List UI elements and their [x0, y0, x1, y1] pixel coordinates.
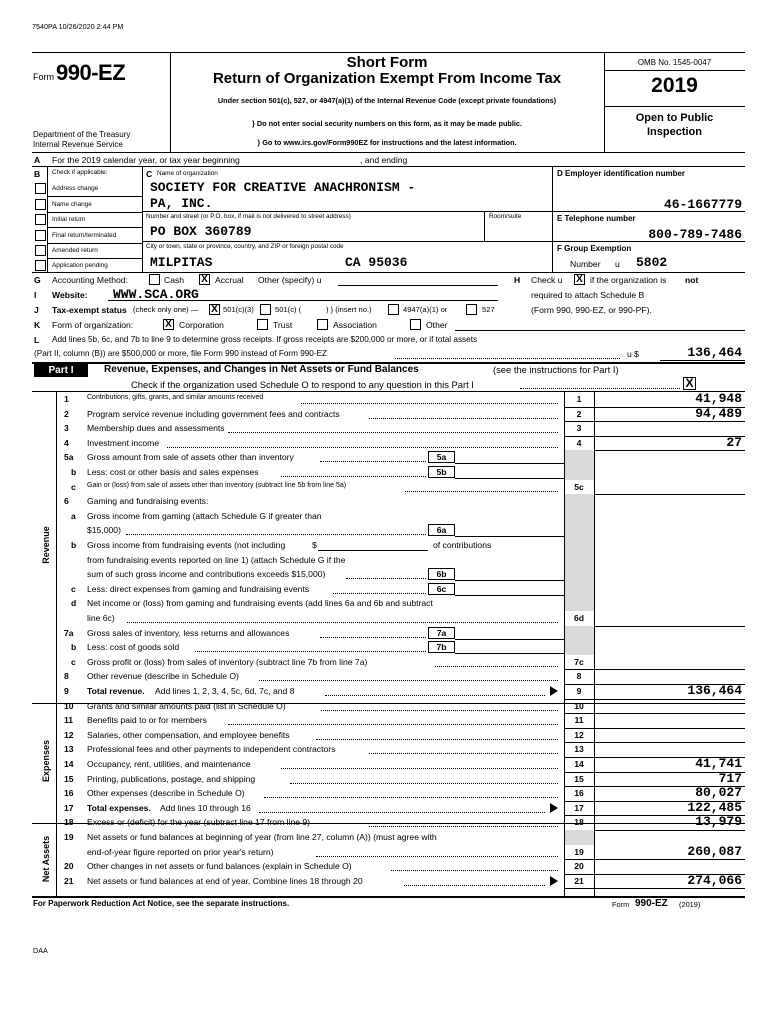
omb-number: OMB No. 1545-0047 [637, 58, 712, 67]
line-number: 9 [64, 686, 69, 696]
line-text: Program service revenue including government fees and contracts [87, 408, 340, 419]
line-a-letter: A [34, 155, 41, 165]
phone-label: E Telephone number [557, 214, 636, 223]
line-text: Occupancy, rent, utilities, and maintenance [87, 759, 251, 769]
line-text: Excess or (deficit) for the year (subtract line 17 from line 9) [87, 817, 311, 828]
inner-box-label: 5b [428, 466, 455, 478]
b-item-label: Amended return [52, 247, 98, 254]
527-checkbox[interactable] [466, 304, 477, 315]
trust-label: Trust [273, 320, 293, 330]
total-arrow-icon [550, 876, 558, 886]
b-item-label: Application pending [52, 262, 108, 269]
line-text: Printing, publications, postage, and shipping [87, 773, 256, 784]
line-text: Gross sales of inventory, less returns and allowances [87, 627, 290, 638]
line-amount: 274,066 [687, 872, 742, 888]
line-amount: 80,027 [695, 785, 742, 801]
phone-value: 800-789-7486 [648, 227, 742, 242]
line-amount: 94,489 [695, 405, 742, 421]
section-b-letter: B [34, 169, 41, 179]
total-arrow-icon [550, 803, 558, 813]
line-box-number: 1 [576, 394, 582, 404]
line-text: Professional fees and other payments to independent contractors [87, 744, 336, 755]
line-amount: 260,087 [687, 843, 742, 859]
line-amount: 122,485 [687, 799, 742, 815]
line-text-rest: Add lines 1, 2, 3, 4, 5c, 6d, 7c, and 8 [155, 686, 295, 696]
b-item-label: Name change [52, 201, 92, 208]
association-label: Association [333, 320, 377, 330]
cash-label: Cash [164, 275, 185, 285]
line-box-number: 4 [576, 437, 582, 448]
print-stamp: 7540PA 10/26/2020 2:44 PM [32, 22, 124, 31]
other-method-label: Other (specify) u [258, 275, 322, 285]
line-box-number: 13 [574, 744, 584, 755]
line-box-number: 10 [574, 700, 584, 711]
line-box-number: 14 [574, 759, 584, 769]
footer-form-label: Form [612, 900, 630, 909]
line-box-number: 6d [573, 613, 585, 623]
line-amount: 41,948 [695, 391, 742, 406]
line-number: 15 [64, 773, 74, 784]
b-checkbox[interactable] [35, 230, 46, 241]
line-number: 19 [64, 832, 74, 842]
line-number: 5a [64, 452, 74, 463]
group-number-label: Number [570, 259, 601, 269]
501c3-label: 501(c)(3) [223, 305, 254, 314]
section-c-letter: C [146, 169, 153, 179]
line-h-text: if the organization is [590, 275, 667, 285]
line-text: Net assets or fund balances at end of year. Combine lines 18 through 20 [87, 875, 363, 886]
line-h-text3: (Form 990, 990-EZ, or 990-PF). [531, 305, 652, 315]
line-number: c [71, 583, 76, 594]
form-of-org-label: Form of organization: [52, 320, 134, 330]
line-number: 6 [64, 496, 69, 507]
line-amount: 27 [726, 434, 742, 450]
line-text: sum of such gross income and contributions exceeds $15,000) [87, 569, 326, 580]
line-number: 13 [64, 744, 74, 755]
total-arrow-icon [550, 686, 558, 696]
inner-box-label: 6c [428, 583, 455, 595]
527-label: 527 [482, 305, 495, 314]
line-j-letter: J [34, 305, 39, 315]
schedule-b-checkbox[interactable]: X [574, 274, 585, 285]
line-text: Membership dues and assessments [87, 423, 225, 434]
line-text: Gross profit or (loss) from sales of inventory (subtract line 7b from line 7a) [87, 656, 368, 667]
line-amount: 136,464 [687, 683, 742, 698]
line-box-number: 8 [576, 671, 582, 682]
org-name-label: Name of organization [157, 170, 218, 177]
website-value: WWW.SCA.ORG [113, 287, 199, 302]
footer-form-number: 990-EZ [635, 898, 668, 909]
line-number: a [71, 510, 76, 521]
org-name-line1: SOCIETY FOR CREATIVE ANACHRONISM - [150, 180, 416, 195]
inner-box-label: 7a [428, 627, 455, 639]
line-number: 4 [64, 437, 69, 448]
line-text-rest: Add lines 10 through 16 [160, 802, 251, 813]
b-item-label: Final return/terminated [52, 232, 117, 239]
line-number: 14 [64, 759, 74, 769]
accrual-checkbox[interactable]: X [199, 274, 210, 285]
501c-checkbox[interactable] [260, 304, 271, 315]
ssn-notice: } Do not enter social security numbers on this form, as it may be made public. [251, 119, 523, 128]
side-label-revenue: Revenue [41, 526, 51, 564]
line-box-number: 16 [574, 788, 584, 799]
line-l-marker: u $ [627, 349, 639, 359]
b-checkbox[interactable] [35, 183, 46, 194]
inner-box-label: 6b [428, 568, 455, 580]
form-number: 990-EZ [56, 60, 126, 85]
line-number: 18 [64, 817, 74, 828]
line-number: 2 [64, 408, 69, 419]
tax-year: 2019 [651, 74, 698, 97]
city: MILPITAS [150, 255, 213, 270]
line-box-number: 18 [574, 817, 584, 828]
street-label: Number and street (or P.O. box, if mail is not delivered to street address) [146, 213, 351, 220]
line-text: Net income or (loss) from gaming and fundraising events (add lines 6a and 6b and subtract [87, 598, 433, 609]
line-text: Other changes in net assets or fund balances (explain in Schedule O) [87, 861, 352, 872]
line-h-text2: required to attach Schedule B [531, 290, 645, 300]
line-number: b [71, 540, 77, 550]
schedule-o-text: Check if the organization used Schedule O to respond to any question in this Part I [131, 379, 474, 390]
line-contributions: of contributions [433, 540, 492, 550]
line-text: Contributions, gifts, grants, and similar amounts received [87, 394, 264, 401]
line-text: Gaming and fundraising events: [87, 496, 209, 507]
line-k-letter: K [34, 320, 41, 330]
line-number: 11 [64, 715, 74, 726]
b-checkbox[interactable] [35, 199, 46, 210]
b-item-label: Initial return [52, 216, 86, 223]
line-text: $15,000) [87, 525, 121, 536]
line-text: Less: cost or other basis and sales expenses [87, 467, 259, 477]
daa-label: DAA [33, 946, 48, 955]
line-text: Benefits paid to or for members [87, 715, 207, 726]
line-text: Other expenses (describe in Schedule O) [87, 788, 245, 799]
line-number: 3 [64, 423, 69, 434]
schedule-o-checkbox[interactable]: X [683, 377, 696, 390]
501c3-checkbox[interactable]: X [209, 304, 220, 315]
line-text: line 6c) [87, 613, 115, 623]
room-label: Room/suite [489, 213, 522, 220]
line-number: 10 [64, 700, 74, 711]
other-org-label: Other [426, 320, 448, 330]
line-text: end-of-year figure reported on prior year's return) [87, 846, 274, 857]
line-box-number: 5c [574, 481, 584, 492]
street-address: PO BOX 360789 [150, 224, 252, 239]
form-subtitle: Under section 501(c), 527, or 4947(a)(1) of the Internal Revenue Code (except private foundations) [217, 96, 557, 105]
line-number: c [71, 481, 76, 492]
accrual-label: Accrual [215, 275, 244, 285]
city-label: City or town, state or province, country, and ZIP or foreign postal code [146, 243, 344, 250]
line-text: Grants and similar amounts paid (list in Schedule O) [87, 700, 286, 711]
b-checkbox[interactable] [35, 245, 46, 256]
line-text: Salaries, other compensation, and employee benefits [87, 729, 290, 740]
inspection: Inspection [646, 126, 702, 138]
line-l-text2: (Part II, column (B)) are $500,000 or more, file Form 990 instead of Form 990-EZ [34, 349, 328, 358]
inner-box-label: 5a [428, 451, 455, 463]
line-text: from fundraising events reported on line 1) (attach Schedule G if the [87, 554, 346, 565]
form-title-line2: Return of Organization Exempt From Income Tax [212, 70, 562, 87]
line-number: c [71, 656, 76, 667]
inner-box-label: 6a [428, 524, 455, 536]
line-g-letter: G [34, 275, 41, 285]
line-box-number: 2 [576, 408, 582, 419]
line-number: d [71, 598, 77, 609]
group-exemption-label: F Group Exemption [557, 244, 632, 253]
group-number: 5802 [636, 255, 668, 270]
ein-value: 46-1667779 [663, 197, 742, 212]
line-text: Less: cost of goods sold [87, 642, 180, 653]
line-box-number: 20 [574, 861, 584, 872]
section-b-label: Check if applicable: [52, 169, 108, 176]
form-prefix: Form [33, 72, 54, 82]
line-text: Gross amount from sale of assets other than inventory [87, 452, 294, 463]
paperwork-notice: For Paperwork Reduction Act Notice, see the separate instructions. [33, 899, 290, 908]
line-number: 16 [64, 788, 74, 799]
tax-exempt-note: (check only one) — [133, 305, 199, 314]
line-number: 21 [64, 875, 74, 886]
part1-title-note: (see the instructions for Part I) [493, 364, 619, 375]
b-item-label: Address change [52, 185, 99, 192]
org-name-line2: PA, INC. [150, 196, 213, 211]
line-box-number: 3 [576, 423, 582, 434]
4947-checkbox[interactable] [388, 304, 399, 315]
inner-box-label: 7b [428, 641, 455, 653]
dept-treasury: Department of the Treasury [33, 130, 131, 139]
line-dollar: $ [312, 540, 317, 550]
line-number: 12 [64, 729, 74, 740]
line-number: b [71, 467, 77, 477]
line-amount: 41,741 [695, 756, 742, 771]
line-number: b [71, 642, 77, 653]
line-l-text1: Add lines 5b, 6c, and 7b to line 9 to determine gross receipts. If gross receipts are $200,000 or more, or if total assets [52, 335, 478, 344]
line-box-number: 21 [574, 875, 584, 886]
line-text: Less: direct expenses from gaming and fundraising events [87, 583, 310, 594]
gross-receipts-amount: 136,464 [687, 345, 742, 360]
line-number: 8 [64, 671, 69, 682]
line-text: Other revenue (describe in Schedule O) [87, 671, 239, 682]
dept-irs: Internal Revenue Service [33, 140, 123, 149]
side-label-expenses: Expenses [41, 739, 51, 783]
line-number: 7a [64, 627, 74, 638]
b-checkbox[interactable] [35, 260, 46, 271]
line-box-number: 12 [574, 729, 584, 740]
line-box-number: 15 [574, 773, 584, 784]
group-number-marker: u [615, 259, 620, 269]
cash-checkbox[interactable] [149, 274, 160, 285]
line-text: Net assets or fund balances at beginning of year (from line 27, column (A)) (must agree with [87, 832, 437, 842]
line-text: Investment income [87, 437, 160, 448]
trust-checkbox[interactable] [257, 319, 268, 330]
insert-no-label: ) } (insert no.) [326, 305, 372, 314]
side-label-net-assets: Net Assets [41, 835, 51, 883]
instructions-notice: } Go to www.irs.gov/Form990EZ for instructions and the latest information. [257, 138, 517, 147]
ein-label: D Employer identification number [557, 169, 686, 178]
501c-label: 501(c) ( [275, 305, 302, 314]
line-i-letter: I [34, 290, 37, 300]
line-box-number: 17 [574, 802, 584, 813]
other-org-checkbox[interactable] [410, 319, 421, 330]
line-amount: 13,979 [695, 814, 742, 830]
open-to-public: Open to Public [635, 112, 714, 124]
footer-year: (2019) [679, 900, 701, 909]
line-number: 17 [64, 802, 74, 813]
association-checkbox[interactable] [317, 319, 328, 330]
part1-label: Part I [34, 364, 88, 377]
line-h-check: Check u [531, 275, 563, 285]
4947-label: 4947(a)(1) or [403, 305, 448, 314]
line-box-number: 19 [574, 846, 584, 857]
corporation-label: Corporation [179, 320, 224, 330]
line-a-ending: , and ending [360, 155, 408, 165]
line-box-number: 9 [576, 686, 582, 696]
website-label: Website: [52, 290, 88, 300]
line-a-text: For the 2019 calendar year, or tax year beginning [52, 155, 240, 165]
line-text: Gross income from gaming (attach Schedule G if greater than [87, 510, 322, 521]
line-h-not: not [685, 275, 699, 285]
b-checkbox[interactable] [35, 214, 46, 225]
line-number: 1 [64, 394, 69, 404]
tax-exempt-label: Tax-exempt status [52, 305, 127, 315]
line-text: Gross income from fundraising events (not including [87, 540, 286, 550]
line-text: Gain or (loss) from sale of assets other than inventory (subtract line 5b from line 5a) [87, 481, 347, 489]
line-box-number: 11 [574, 715, 584, 726]
line-number: 20 [64, 861, 74, 872]
line-text: Total expenses. [87, 802, 151, 813]
line-h-letter: H [514, 275, 521, 285]
accounting-method-label: Accounting Method: [52, 275, 128, 285]
line-box-number: 7c [574, 656, 584, 667]
state-zip: CA 95036 [345, 255, 408, 270]
corporation-checkbox[interactable]: X [163, 319, 174, 330]
line-amount: 717 [718, 770, 742, 786]
form-title-line1: Short Form [346, 54, 428, 71]
line-l-letter: L [34, 335, 40, 345]
part1-title: Revenue, Expenses, and Changes in Net Assets or Fund Balances [104, 364, 419, 375]
line-text: Total revenue. [87, 686, 145, 696]
